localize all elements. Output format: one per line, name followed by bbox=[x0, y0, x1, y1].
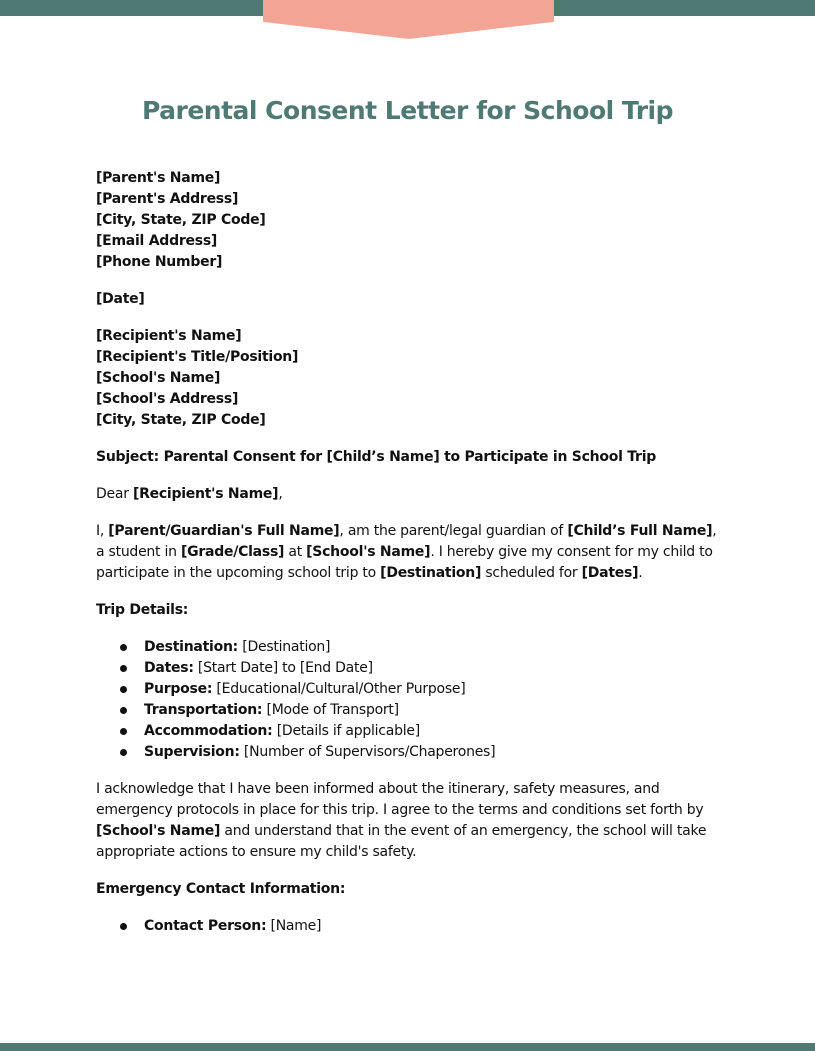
bullet-icon bbox=[120, 728, 127, 735]
recipient-line: [Recipient's Title/Position] bbox=[96, 349, 299, 365]
recipient-address-block bbox=[96, 326, 726, 431]
acknowledge-paragraph: I acknowledge that I have been informed about the itinerary, safety measures, and emergency protocols in place for this trip. I agree to the terms and conditions set forth by [School's Name] and understand that in the event of an emergency, the school will take appropriate actions to ensure my child's safety. bbox=[96, 781, 707, 860]
sender-line: [Parent's Address] bbox=[96, 191, 239, 207]
bullet-icon bbox=[120, 665, 127, 672]
list-item: Accommodation: [Details if applicable] bbox=[96, 721, 726, 742]
subject-line: Subject: Parental Consent for [Child’s Name] to Participate in School Trip bbox=[96, 449, 657, 465]
list-item: Contact Person: [Name] bbox=[96, 916, 726, 937]
sender-line: [Parent's Name] bbox=[96, 170, 221, 186]
bullet-icon bbox=[120, 707, 127, 714]
trip-details-list bbox=[96, 637, 726, 763]
recipient-line: [School's Address] bbox=[96, 391, 239, 407]
recipient-line: [City, State, ZIP Code] bbox=[96, 412, 266, 428]
sender-line: [Phone Number] bbox=[96, 254, 223, 270]
emergency-contact-heading: Emergency Contact Information: bbox=[96, 881, 346, 897]
list-item: Supervision: [Number of Supervisors/Chaperones] bbox=[96, 742, 726, 763]
list-item: Purpose: [Educational/Cultural/Other Purpose] bbox=[96, 679, 726, 700]
greeting: Dear [Recipient's Name], bbox=[96, 486, 283, 502]
trip-details-heading: Trip Details: bbox=[96, 602, 189, 618]
list-item: Destination: [Destination] bbox=[96, 637, 726, 658]
page-title: Parental Consent Letter for School Trip bbox=[141, 96, 673, 125]
bottom-accent-bar bbox=[0, 1043, 815, 1051]
top-tab-decoration bbox=[263, 0, 554, 39]
recipient-line: [School's Name] bbox=[96, 370, 221, 386]
bullet-icon bbox=[120, 749, 127, 756]
bullet-icon bbox=[120, 644, 127, 651]
sender-line: [City, State, ZIP Code] bbox=[96, 212, 266, 228]
bullet-icon bbox=[120, 923, 127, 930]
letter-body bbox=[96, 168, 726, 953]
greeting-name: [Recipient's Name] bbox=[132, 486, 279, 502]
list-item: Dates: [Start Date] to [End Date] bbox=[96, 658, 726, 679]
date-line: [Date] bbox=[96, 291, 145, 307]
recipient-line: [Recipient's Name] bbox=[96, 328, 242, 344]
list-item: Transportation: [Mode of Transport] bbox=[96, 700, 726, 721]
sender-line: [Email Address] bbox=[96, 233, 218, 249]
bullet-icon bbox=[120, 686, 127, 693]
emergency-contact-list bbox=[96, 916, 726, 937]
sender-address-block bbox=[96, 168, 726, 273]
intro-paragraph: I, [Parent/Guardian's Full Name], am the parent/legal guardian of [Child’s Full Name], a student in [Grade/Class] at [School's Name]. I hereby give my consent for my child to participate in the upcoming school trip to [Destination] scheduled for [Dates]. bbox=[96, 523, 717, 581]
